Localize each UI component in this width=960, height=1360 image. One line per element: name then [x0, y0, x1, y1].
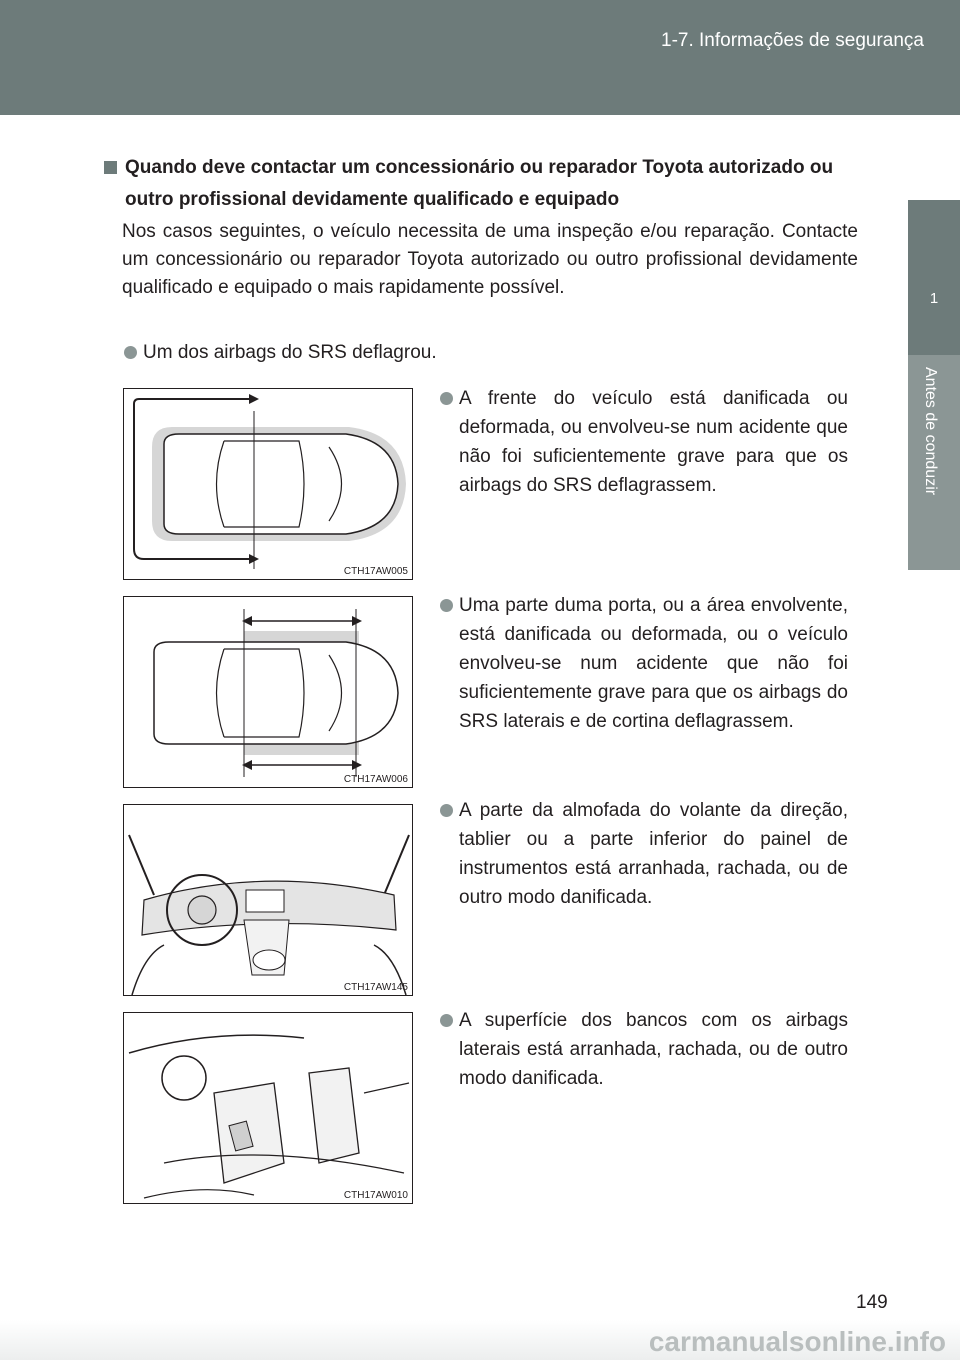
list-item — [124, 338, 864, 367]
list-item-text: Um dos airbags do SRS deflagrou. — [143, 342, 437, 363]
list-item — [440, 1006, 848, 1093]
seats-illustration — [124, 1013, 414, 1205]
list-item — [440, 591, 848, 736]
list-item — [440, 796, 848, 912]
list-item-text: A parte da almofada do volante da direção, tablier ou a parte inferior do painel de instrumentos está arranhada, rachada, ou de outro modo danificada. — [459, 800, 848, 908]
circle-bullet-icon — [440, 599, 453, 612]
list-item-text: Uma parte duma porta, ou a área envolvente, está danificada ou deformada, ou o veículo envolveu-se num acidente que não foi suficientemente grave para que os airbags do SRS laterais e de cortina deflagrassem. — [459, 595, 848, 732]
figure-seats — [123, 1012, 413, 1204]
figure-code: CTH17AW010 — [343, 1190, 408, 1201]
watermark-band — [0, 1320, 960, 1360]
section-intro: Nos casos seguintes, o veículo necessita de uma inspeção e/ou reparação. Contacte um concessionário ou reparador Toyota autorizado ou outro profissional devidamente qualificado e equipado o mais rapidamente possível. — [122, 221, 858, 298]
circle-bullet-icon — [440, 804, 453, 817]
figure-code: CTH17AW006 — [343, 774, 408, 785]
figure-dashboard — [123, 804, 413, 996]
circle-bullet-icon — [440, 1014, 453, 1027]
circle-bullet-icon — [440, 392, 453, 405]
car-top-side-damage-illustration — [124, 597, 414, 789]
section-heading-text: Quando deve contactar um concessionário ou reparador Toyota autorizado ou outro profissional devidamente qualificado e equipado — [125, 157, 834, 210]
figure-car-side — [123, 596, 413, 788]
page-number: 149 — [856, 1292, 888, 1313]
chapter-tab-label-box — [908, 355, 960, 570]
figure-car-front — [123, 388, 413, 580]
figure-code: CTH17AW005 — [343, 566, 408, 577]
figure-code: CTH17AW145 — [343, 982, 408, 993]
page-header — [0, 0, 960, 115]
chapter-label: Antes de conduzir — [922, 367, 939, 496]
list-item-text: A superfície dos bancos com os airbags laterais está arranhada, rachada, ou de outro modo danificada. — [459, 1010, 848, 1089]
section-heading — [104, 152, 864, 216]
watermark: carmanualsonline.info — [648, 1326, 946, 1357]
section-title: 1-7. Informações de segurança — [661, 30, 924, 51]
dashboard-illustration — [124, 805, 414, 997]
chapter-tab — [908, 200, 960, 355]
chapter-number: 1 — [929, 290, 939, 307]
list-item — [440, 384, 848, 500]
list-item-text: A frente do veículo está danificada ou deformada, ou envolveu-se num acidente que não foi suficientemente grave para que os airbags do SRS deflagrassem. — [459, 388, 848, 496]
square-bullet-icon — [104, 161, 117, 174]
circle-bullet-icon — [124, 346, 137, 359]
car-top-front-damage-illustration — [124, 389, 414, 581]
